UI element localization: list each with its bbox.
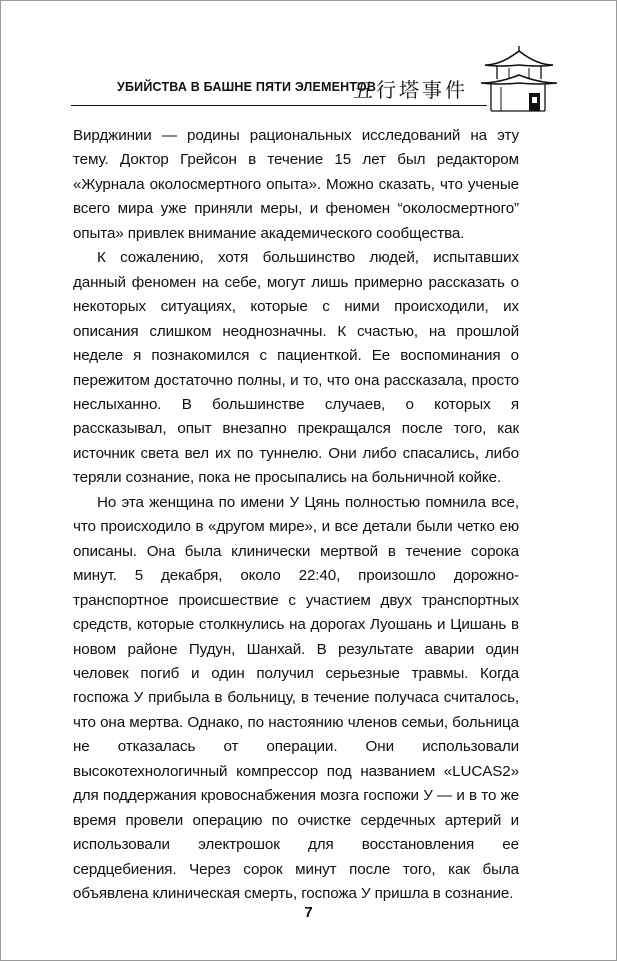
header-title: УБИЙСТВА В БАШНЕ ПЯТИ ЭЛЕМЕНТОВ xyxy=(117,80,377,94)
body-text xyxy=(73,124,519,907)
pagoda-icon xyxy=(479,45,559,115)
paragraph: К сожалению, хотя большинство людей, испытавших данный феномен на себе, могут лишь примерно рассказать о некоторых ситуациях, которые с ними происходили, их описания слишком неоднозначны. К счастью, на прошлой неделе я познакомился с пациенткой. Ее воспоминания о пережитом достаточно полны, и то, что она рассказала, просто неслыханно. В большинстве случаев, о которых я рассказывал, опыт внезапно прекращался после того, как источник света вел их по туннелю. Они либо спасались, либо теряли сознание, пока не просыпались на больничной койке. xyxy=(73,249,519,487)
paragraph: Вирджинии — родины рациональных исследований на эту тему. Доктор Грейсон в течение 15 лет был редактором «Журнала околосмертного опыта». Можно сказать, что ученые всего мира уже приняли меры, и феномен “околосмертного” опыта» привлек внимание академического сообщества. xyxy=(73,127,519,242)
running-header xyxy=(71,76,487,106)
paragraph: Но эта женщина по имени У Цянь полностью помнила все, что происходило в «другом мире», и все детали были четко ею описаны. Она была клинически мертвой в течение сорока минут. 5 декабря, около 22:40, произошло дорожно-транспортное происшествие с участием двух транспортных средств, которые столкнулись на дорогах Луошань и Цишань в новом районе Пудун, Шанхай. В результате аварии один человек погиб и один получил серьезные травмы. Когда госпожа У прибыла в больницу, в течение получаса считалось, что она мертва. Однако, по настоянию членов семьи, больница не отказалась от операции. Они использовали высокотехнологичный компрессор под названием «LUCAS2» для поддержания кровоснабжения мозга госпожи У — и в то же время провели операцию по очистке сердечных артерий и использовали электрошок для восстановления ее сердцебиения. Через сорок минут после того, как была объявлена клиническая смерть, госпожа У пришла в сознание. xyxy=(73,493,519,903)
page-number: 7 xyxy=(304,904,313,921)
header-rule xyxy=(71,105,487,106)
header-cjk-title: 五行塔事件 xyxy=(353,78,468,102)
